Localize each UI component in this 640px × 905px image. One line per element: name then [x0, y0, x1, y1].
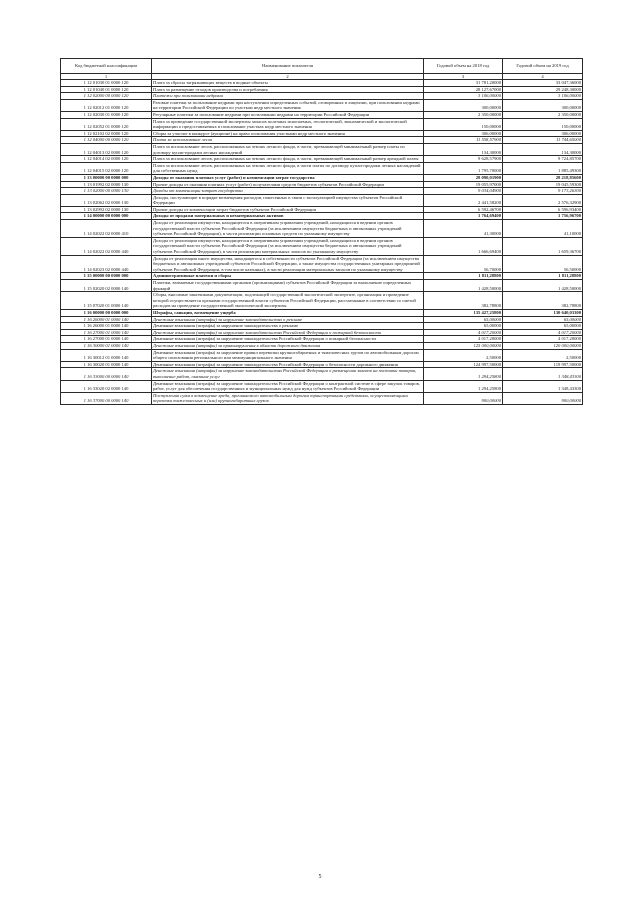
- row-value-2018: 65,00000: [424, 316, 503, 323]
- header-year-2018: Годовой объем на 2018 год: [424, 59, 503, 74]
- row-name: Плата за использование лесов: [152, 137, 424, 144]
- row-value-2019: 33 047,36000: [503, 80, 583, 87]
- table-row: [61, 206, 583, 213]
- row-value-2019: 1 885,49300: [503, 162, 583, 174]
- row-code: 1 15 02020 02 0000 140: [61, 280, 152, 292]
- row-name: Плата за размещение отходов производства и потребления: [152, 86, 424, 93]
- row-value-2019: 1 348,43300: [503, 380, 583, 392]
- row-value-2019: 130 640,03300: [503, 309, 583, 316]
- header-year-2019: Годовой объем на 2019 год: [503, 59, 583, 74]
- row-value-2018: 135 427,25800: [424, 309, 503, 316]
- row-name: Прочие доходы от оказания платных услуг (работ) получателями средств бюджетов субъектов Российской Федерации: [152, 181, 424, 188]
- row-value-2019: 29 248,30000: [503, 86, 583, 93]
- row-name: Доходы от реализации имущества, находящегося в оперативном управлении учреждений, находящихся в ведении органов государственной власти субъектов Российской Федерации (за исключением имущества бюджетных и автономных учреждений субъектов Российской Федерации), в части реализации основных средств по указанному имуществу: [152, 220, 424, 238]
- table-row: [61, 118, 583, 130]
- row-value-2019: 1 659,36700: [503, 237, 583, 255]
- index-cell: 2: [152, 74, 424, 80]
- index-cell: 4: [503, 74, 583, 80]
- row-code: 1 16 33020 02 0000 140: [61, 380, 152, 392]
- table-row: [61, 309, 583, 316]
- row-value-2019: 134,30000: [503, 143, 583, 155]
- row-name: Денежные взыскания (штрафы) за нарушение законодательства о рекламе: [152, 323, 424, 330]
- table-row: [61, 392, 583, 404]
- row-name: Платежи при пользовании недрами: [152, 93, 424, 100]
- table-row: [61, 162, 583, 174]
- row-value-2019: 306,00000: [503, 130, 583, 137]
- row-code: 1 14 00000 00 0000 000: [61, 213, 152, 220]
- row-name: Доходы от реализации имущества, находящегося в оперативном управлении учреждений, находящихся в ведении органов государственной власти субъектов Российской Федерации (за исключением имущества бюджетных и автономных учреждений субъектов Российской Федерации), в части реализации материальных запасов по указанному имуществу: [152, 237, 424, 255]
- row-code: 1 13 00000 00 0000 000: [61, 174, 152, 181]
- row-name: Денежные взыскания (штрафы) за нарушение законодательства Российской Федерации о пожарной безопасности: [152, 329, 424, 336]
- row-code: 1 12 01030 01 0000 120: [61, 80, 152, 87]
- table-row: [61, 361, 583, 368]
- table-row: [61, 316, 583, 323]
- table-row: [61, 111, 583, 118]
- row-value-2018: 56,70000: [424, 255, 503, 273]
- page-number: 5: [318, 874, 322, 880]
- row-value-2018: 4 017,20000: [424, 336, 503, 343]
- row-value-2019: 4 017,20000: [503, 336, 583, 343]
- row-code: 1 12 01040 01 0000 120: [61, 86, 152, 93]
- row-code: 1 12 02012 01 0000 120: [61, 99, 152, 111]
- table-row: [61, 323, 583, 330]
- row-code: 1 15 00000 00 0000 000: [61, 273, 152, 280]
- row-value-2018: 125 000,00000: [424, 342, 503, 349]
- row-name: Доходы от оказания платных услуг (работ) и компенсации затрат государства: [152, 174, 424, 181]
- revenue-table: [60, 58, 583, 405]
- table-row: [61, 273, 583, 280]
- row-code: 1 13 02992 02 0000 130: [61, 206, 152, 213]
- table-row: [61, 220, 583, 238]
- row-value-2019: 11 744,65000: [503, 137, 583, 144]
- row-value-2018: 9 628,57900: [424, 156, 503, 163]
- row-value-2018: 41,30000: [424, 220, 503, 238]
- row-value-2019: 6 596,93400: [503, 206, 583, 213]
- row-value-2019: 56,50000: [503, 255, 583, 273]
- row-value-2019: 120 000,00000: [503, 342, 583, 349]
- row-name: Денежные взыскания (штрафы) за нарушение законодательства Российской Федерации о безопасности дорожного движения: [152, 361, 424, 368]
- row-code: 1 16 30020 01 0000 140: [61, 361, 152, 368]
- row-value-2018: 300,00000: [424, 99, 503, 111]
- table-row: [61, 329, 583, 336]
- row-value-2018: 900,00000: [424, 392, 503, 404]
- table-row: [61, 80, 583, 87]
- row-value-2018: 134,30000: [424, 143, 503, 155]
- row-code: 1 16 30012 01 0000 140: [61, 349, 152, 361]
- row-name: Денежные взыскания (штрафы) за нарушение правил перевозки крупногабаритных и тяжеловесных грузов по автомобильным дорогам общего пользования регионального или межмуниципального значения: [152, 349, 424, 361]
- table-row: [61, 368, 583, 380]
- row-name: Плата за проведение государственной экспертизы запасов полезных ископаемых, геологической, экономической и экологической информации о предоставляемых в пользование участках недр местного значения: [152, 118, 424, 130]
- row-name: Административные платежи и сборы: [152, 273, 424, 280]
- row-name: Плата за сбросы загрязняющих веществ в водные объекты: [152, 80, 424, 87]
- row-value-2018: 1 294,25800: [424, 380, 503, 392]
- row-value-2019: 41,10000: [503, 220, 583, 238]
- row-value-2018: 124 997,50000: [424, 361, 503, 368]
- row-value-2019: 28 218,85600: [503, 174, 583, 181]
- row-value-2019: 300,00000: [503, 99, 583, 111]
- table-row: [61, 336, 583, 343]
- row-value-2019: 9 724,85700: [503, 156, 583, 163]
- row-code: 1 16 27000 01 0000 140: [61, 329, 152, 336]
- header-code: Код бюджетной классификации: [61, 59, 152, 74]
- row-name: Денежные взыскания (штрафы) за нарушение законодательства Российской Федерации о контрактной системе в сфере закупок товаров, работ, услуг для обеспечения государственных и муниципальных нужд для нужд субъектов Российской Федерации: [152, 380, 424, 392]
- table-row: [61, 174, 583, 181]
- row-code: 1 13 02000 00 0000 130: [61, 188, 152, 195]
- row-value-2019: 1 756,96700: [503, 213, 583, 220]
- row-code: 1 13 02062 02 0000 130: [61, 194, 152, 206]
- table-row: [61, 280, 583, 292]
- row-value-2018: 9 034,04900: [424, 188, 503, 195]
- row-name: Штрафы, санкции, возмещение ущерба: [152, 309, 424, 316]
- row-value-2018: 1 428,50000: [424, 280, 503, 292]
- row-name: Доходы от реализации иного имущества, находящегося в собственности субъектов Российской Федерации (за исключением имущества бюджетных и автономных учреждений субъектов Российской Федерации, а также имущества государственных унитарных предприятий субъектов Российской Федерации, в том числе казенных), в части реализации материальных запасов по указанному имуществу: [152, 255, 424, 273]
- table-row: [61, 130, 583, 137]
- row-code: 1 12 04013 02 0000 120: [61, 143, 152, 155]
- row-value-2018: 11 558,57900: [424, 137, 503, 144]
- row-value-2018: 2 441,58200: [424, 194, 503, 206]
- row-name: Денежные взыскания (штрафы) за нарушение законодательства Российской Федерации о размещении заказов на поставки товаров, выполнение работ, оказание услуг: [152, 368, 424, 380]
- row-name: Доходы от продажи материальных и нематериальных активов: [152, 213, 424, 220]
- table-row: [61, 255, 583, 273]
- row-name: Сборы, вносимые заказчиками документации, подлежащей государственной экологической экспертизе, организация и проведение которой осуществляется органами государственной власти субъектов Российской Федерации, рассчитанные в соответствии со сметой расходов на проведение государственной экологической экспертизы: [152, 292, 424, 310]
- row-name: Сборы за участие в конкурсе (аукционе) на право пользования участками недр местного значения: [152, 130, 424, 137]
- table-row: [61, 237, 583, 255]
- row-name: Доходы от компенсации затрат государства: [152, 188, 424, 195]
- row-value-2019: 2,50000: [503, 349, 583, 361]
- row-name: Денежные взыскания (штрафы) за правонарушения в области дорожного движения: [152, 342, 424, 349]
- row-name: Регулярные платежи за пользование недрами при пользовании недрами на территории Российской Федерации: [152, 111, 424, 118]
- row-code: 1 16 26000 01 0000 140: [61, 323, 152, 330]
- row-code: 1 16 30000 01 0000 140: [61, 342, 152, 349]
- row-value-2019: 3 106,00000: [503, 93, 583, 100]
- row-value-2019: 4 017,20000: [503, 329, 583, 336]
- row-code: 1 16 37000 00 0000 140: [61, 392, 152, 404]
- row-value-2018: 31 781,20000: [424, 80, 503, 87]
- row-code: 1 16 26000 01 0000 140: [61, 316, 152, 323]
- index-cell: 3: [424, 74, 503, 80]
- row-value-2019: 2 576,32900: [503, 194, 583, 206]
- row-code: 1 12 04014 02 0000 120: [61, 156, 152, 163]
- table-row: [61, 181, 583, 188]
- row-name: Прочие доходы от компенсации затрат бюджетов субъектов Российской Федерации: [152, 206, 424, 213]
- row-name: Доходы, поступающие в порядке возмещения расходов, понесенных в связи с эксплуатацией имущества субъектов Российской Федерации: [152, 194, 424, 206]
- row-value-2019: 65,00000: [503, 316, 583, 323]
- row-value-2018: 1 795,70000: [424, 162, 503, 174]
- row-value-2018: 150,00000: [424, 118, 503, 130]
- row-value-2019: 382,78800: [503, 292, 583, 310]
- row-code: 1 14 02023 02 0000 440: [61, 255, 152, 273]
- row-name: Плата за использование лесов, расположенных на землях лесного фонда, в части, превышающей минимальный размер платы по договору купли-продажи лесных насаждений: [152, 143, 424, 155]
- row-value-2018: 65,00000: [424, 323, 503, 330]
- row-value-2018: 2 350,00000: [424, 111, 503, 118]
- row-name: Платежи, взимаемые государственными органами (организациями) субъектов Российской Федерации за выполнение определенных функций: [152, 280, 424, 292]
- row-name: Разовые платежи за пользование недрами при наступлении определенных событий, оговоренных в лицензии, при пользовании недрами на территории Российской Федерации по участкам недр местного значения: [152, 99, 424, 111]
- table-row: [61, 86, 583, 93]
- table-row: [61, 194, 583, 206]
- row-name: Денежные взыскания (штрафы) за нарушение законодательства о рекламе: [152, 316, 424, 323]
- row-code: 1 15 07020 01 0000 140: [61, 292, 152, 310]
- row-value-2019: 2 350,00000: [503, 111, 583, 118]
- row-value-2019: 1 428,50000: [503, 280, 583, 292]
- row-code: 1 12 04015 02 0000 120: [61, 162, 152, 174]
- row-value-2018: 19 055,97000: [424, 181, 503, 188]
- table-row: [61, 292, 583, 310]
- row-value-2018: 2,50000: [424, 349, 503, 361]
- row-name: Плата за использование лесов, расположенных на землях лесного фонда, в части, превышающей минимальный размер арендной платы: [152, 156, 424, 163]
- row-code: 1 16 27000 01 0000 140: [61, 336, 152, 343]
- row-value-2018: 1 764,69400: [424, 213, 503, 220]
- row-value-2019: 19 045,59300: [503, 181, 583, 188]
- row-value-2019: 150,00000: [503, 118, 583, 130]
- row-name: Денежные взыскания (штрафы) за нарушение законодательства Российской Федерации о пожарной безопасности: [152, 336, 424, 343]
- row-value-2018: 28 090,01900: [424, 174, 503, 181]
- row-code: 1 12 02052 01 0000 120: [61, 118, 152, 130]
- row-value-2019: 1 348,43300: [503, 368, 583, 380]
- table-body: [61, 80, 583, 405]
- table-header-row: [61, 59, 583, 74]
- table-row: [61, 156, 583, 163]
- table-row: [61, 342, 583, 349]
- row-code: 1 12 02000 00 0000 120: [61, 93, 152, 100]
- row-code: 1 13 01992 02 0000 130: [61, 181, 152, 188]
- row-value-2019: 1 811,28800: [503, 273, 583, 280]
- row-code: 1 14 02022 02 0000 410: [61, 220, 152, 238]
- table-row: [61, 143, 583, 155]
- header-name: Наименование показателя: [152, 59, 424, 74]
- table-row: [61, 99, 583, 111]
- row-value-2018: 306,00000: [424, 130, 503, 137]
- table-row: [61, 380, 583, 392]
- row-value-2018: 1 294,25800: [424, 368, 503, 380]
- row-value-2019: 65,00000: [503, 323, 583, 330]
- row-name: Поступления сумм в возмещение вреда, причиняемого автомобильным дорогам транспортными средствами, осуществляющими перевозки тяжеловесных и (или) крупногабаритных грузов: [152, 392, 424, 404]
- row-code: 1 12 02102 02 0000 120: [61, 130, 152, 137]
- table-row: [61, 188, 583, 195]
- row-code: 1 12 02030 01 0000 120: [61, 111, 152, 118]
- row-value-2018: 1 666,69400: [424, 237, 503, 255]
- table-row: [61, 93, 583, 100]
- row-code: 1 16 33000 00 0000 140: [61, 368, 152, 380]
- row-value-2018: 28 127,67000: [424, 86, 503, 93]
- table-row: [61, 213, 583, 220]
- index-cell: 1: [61, 74, 152, 80]
- row-code: 1 12 04000 00 0000 120: [61, 137, 152, 144]
- row-value-2018: 382,78800: [424, 292, 503, 310]
- row-name: Плата за использование лесов, расположенных на землях лесного фонда, в части платы по договору купли-продажи лесных насаждений для собственных нужд: [152, 162, 424, 174]
- table-row: [61, 137, 583, 144]
- row-value-2018: 3 106,00000: [424, 93, 503, 100]
- row-code: 1 14 02022 02 0000 440: [61, 237, 152, 255]
- row-value-2019: 900,00000: [503, 392, 583, 404]
- row-value-2019: 9 173,26300: [503, 188, 583, 195]
- row-value-2018: 4 017,20000: [424, 329, 503, 336]
- row-code: 1 16 00000 00 0000 000: [61, 309, 152, 316]
- row-value-2018: 6 592,46700: [424, 206, 503, 213]
- row-value-2019: 119 997,50000: [503, 361, 583, 368]
- table-row: [61, 349, 583, 361]
- row-value-2018: 1 811,28800: [424, 273, 503, 280]
